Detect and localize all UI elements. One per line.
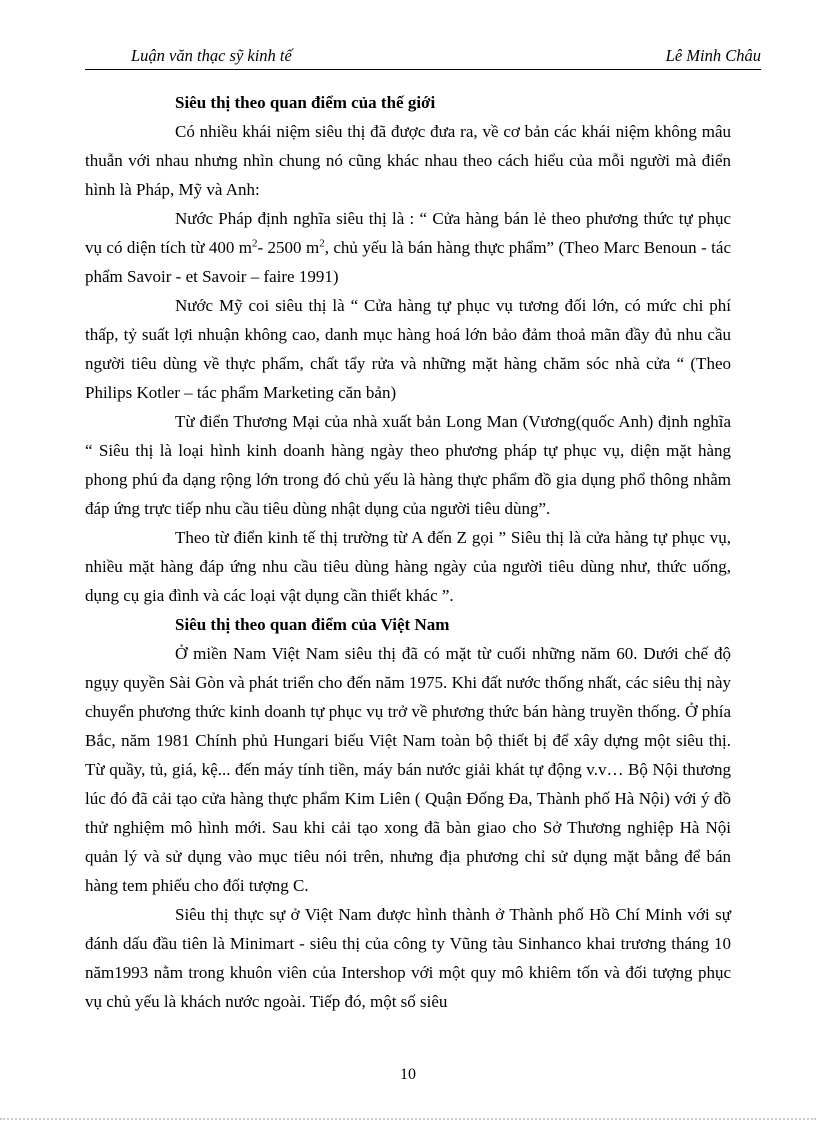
document-body: [85, 88, 731, 1016]
header-right-author: Lê Minh Châu: [665, 46, 761, 65]
superscript-m2: 2: [319, 237, 325, 250]
page-header: [85, 46, 761, 70]
france-text-3: , chủ yếu là bán hàng thực phẩm” (Theo Marc Benoun - tác phẩm Savoir - et Savoir – faire 1991): [85, 238, 731, 286]
header-left-title: Luận văn thạc sỹ kinh tế: [131, 46, 292, 65]
paragraph-usa-definition: Nước Mỹ coi siêu thị là “ Cửa hàng tự phục vụ tương đối lớn, có mức chi phí thấp, tỷ suất lợi nhuận không cao, danh mục hàng hoá lớn bảo đảm thoả mãn đầy đủ nhu cầu người tiêu dùng về thực phẩm, chất tẩy rửa và những mặt hàng chăm sóc nhà cửa “ (Theo Philips Kotler – tác phẩm Marketing căn bản): [85, 296, 731, 402]
heading-world-view: Siêu thị theo quan điểm của thế giới: [175, 93, 436, 112]
page-number: 10: [400, 1066, 416, 1083]
france-text-2: - 2500 m: [257, 238, 320, 257]
paragraph-dictionary-definition: Theo từ điển kinh tế thị trường từ A đến Z gọi ” Siêu thị là cửa hàng tự phục vụ, nhiều mặt hàng đáp ứng nhu cầu tiêu dùng hàng ngày của người tiêu dùng như, thức uống, dụng cụ gia đình và các loại vật dụng cần thiết khác ”.: [85, 528, 731, 605]
heading-vietnam-view: Siêu thị theo quan điểm của Việt Nam: [175, 615, 450, 634]
paragraph-vietnam-history: Ở miền Nam Việt Nam siêu thị đã có mặt từ cuối những năm 60. Dưới chế độ ngụy quyền Sài Gòn và phát triển cho đến năm 1975. Khi đất nước thống nhất, các siêu thị này chuyển phương thức kinh doanh tự phục vụ trở về phương thức bán hàng truyền thống. Ở phía Bắc, năm 1981 Chính phủ Hungari biếu Việt Nam toàn bộ thiết bị để xây dựng một siêu thị. Từ quầy, tủ, giá, kệ... đến máy tính tiền, máy bán nước giải khát tự động v.v… Bộ Nội thương lúc đó đã cải tạo cửa hàng thực phẩm Kim Liên ( Quận Đống Đa, Thành phố Hà Nội) với ý đồ thử nghiệm mô hình mới. Sau khi cải tạo xong đã bàn giao cho Sở Thương nghiệp Hà Nội quản lý và sử dụng vào mục tiêu nói trên, nhưng địa phương chỉ sử dụng mặt bằng để bán hàng tem phiếu cho đối tượng C.: [85, 644, 731, 895]
paragraph-uk-definition: Từ điển Thương Mại của nhà xuất bản Long Man (Vương(quốc Anh) định nghĩa “ Siêu thị là loại hình kinh doanh hàng ngày theo phương pháp tự phục vụ, diện mặt hàng phong phú đa dạng rộng lớn trong đó chủ yếu là hàng thực phẩm đồ gia dụng phổ thông nhằm đáp ứng trực tiếp nhu cầu tiêu dùng nhật dụng của người tiêu dùng”.: [85, 412, 731, 518]
paragraph-france-definition: [85, 204, 731, 291]
france-text-1: Nước Pháp định nghĩa siêu thị là : “ Cửa hàng bán lẻ theo phương thức tự phục vụ có diện tích từ 400 m: [85, 209, 731, 257]
superscript-m2: 2: [251, 237, 258, 250]
page-bottom-edge-divider: [0, 1118, 816, 1120]
paragraph-intro: Có nhiều khái niệm siêu thị đã được đưa ra, về cơ bản các khái niệm không mâu thuẫn với nhau nhưng nhìn chung nó cũng khác nhau theo cách hiểu của mỗi người mà điển hình là Pháp, Mỹ và Anh:: [85, 122, 731, 199]
paragraph-minimart: Siêu thị thực sự ở Việt Nam được hình thành ở Thành phố Hồ Chí Minh với sự đánh dấu đầu tiên là Minimart - siêu thị của công ty Vũng tàu Sinhanco khai trương tháng 10 năm1993 nằm trong khuôn viên của Intershop với một quy mô khiêm tốn và đối tượng phục vụ chủ yếu là khách nước ngoài. Tiếp đó, một số siêu: [85, 905, 731, 1011]
